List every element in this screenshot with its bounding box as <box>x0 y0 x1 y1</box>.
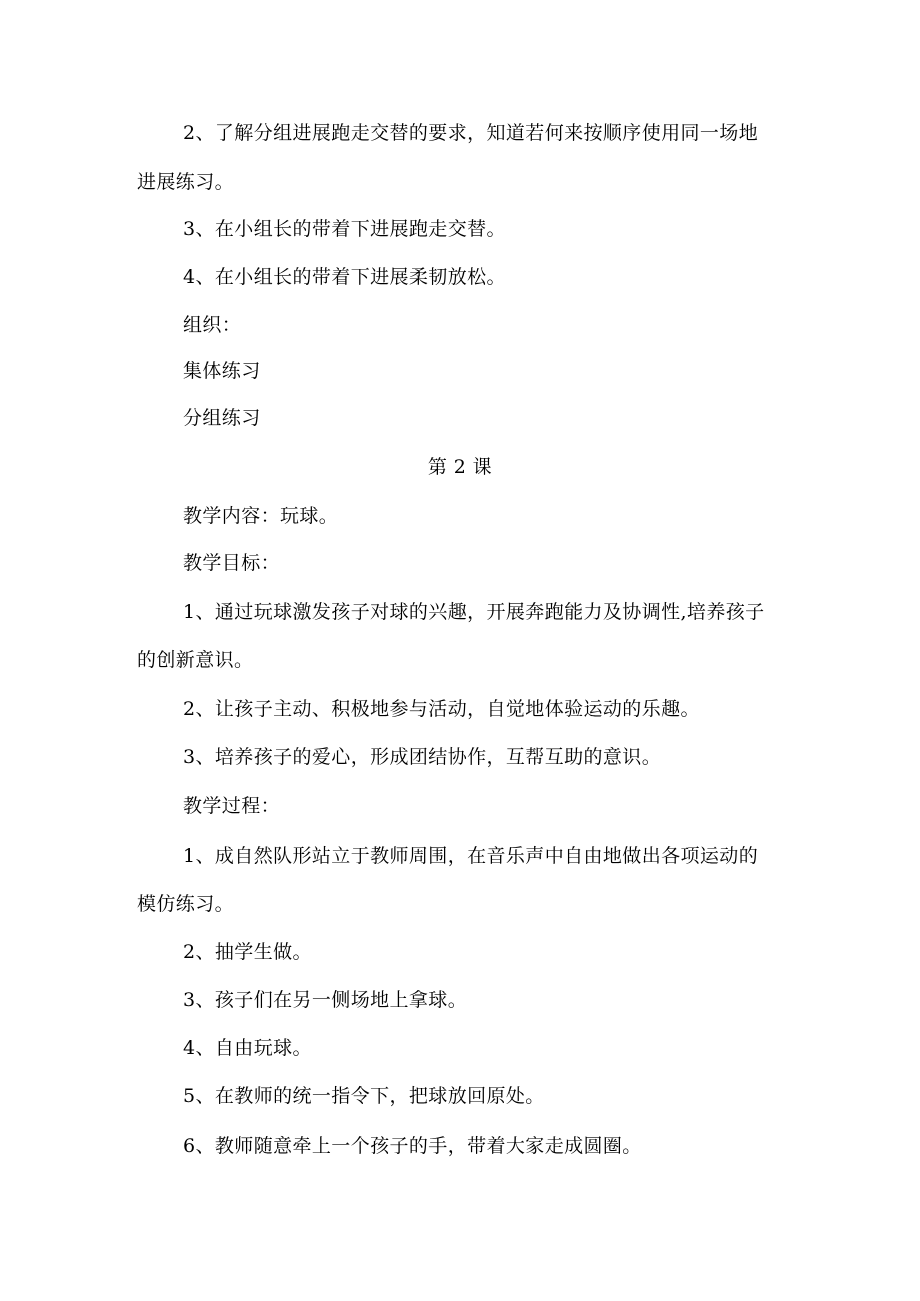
lesson-heading: 第 2 课 <box>427 456 493 478</box>
paragraph-line: 1、成自然队形站立于教师周围，在音乐声中自由地做出各项运动的 <box>183 845 759 867</box>
paragraph-line: 教学目标： <box>183 552 281 574</box>
paragraph-line: 的创新意识。 <box>137 649 254 671</box>
paragraph-line: 教学过程： <box>183 795 281 817</box>
paragraph-line: 3、培养孩子的爱心，形成团结协作，互帮互助的意识。 <box>183 746 662 768</box>
paragraph-line: 4、在小组长的带着下进展柔韧放松。 <box>183 266 506 288</box>
paragraph-line: 模仿练习。 <box>137 893 235 915</box>
paragraph-line: 集体练习 <box>183 360 261 382</box>
paragraph-line: 3、在小组长的带着下进展跑走交替。 <box>183 218 506 240</box>
paragraph-line: 分组练习 <box>183 407 261 429</box>
paragraph-line: 2、让孩子主动、积极地参与活动，自觉地体验运动的乐趣。 <box>183 698 700 720</box>
paragraph-line: 2、了解分组进展跑走交替的要求，知道若何来按顺序使用同一场地 <box>183 122 759 144</box>
paragraph-line: 教学内容：玩球。 <box>183 505 339 527</box>
paragraph-line: 4、自由玩球。 <box>183 1037 312 1059</box>
paragraph-line: 1、通过玩球激发孩子对球的兴趣，开展奔跑能力及协调性,培养孩子 <box>183 601 765 623</box>
paragraph-line: 6、教师随意牵上一个孩子的手，带着大家走成圆圈。 <box>183 1135 642 1157</box>
paragraph-line: 进展练习。 <box>137 171 235 193</box>
paragraph-line: 3、孩子们在另一侧场地上拿球。 <box>183 989 468 1011</box>
paragraph-line: 2、抽学生做。 <box>183 941 312 963</box>
paragraph-line: 5、在教师的统一指令下，把球放回原处。 <box>183 1085 545 1107</box>
paragraph-line: 组织： <box>183 314 242 336</box>
